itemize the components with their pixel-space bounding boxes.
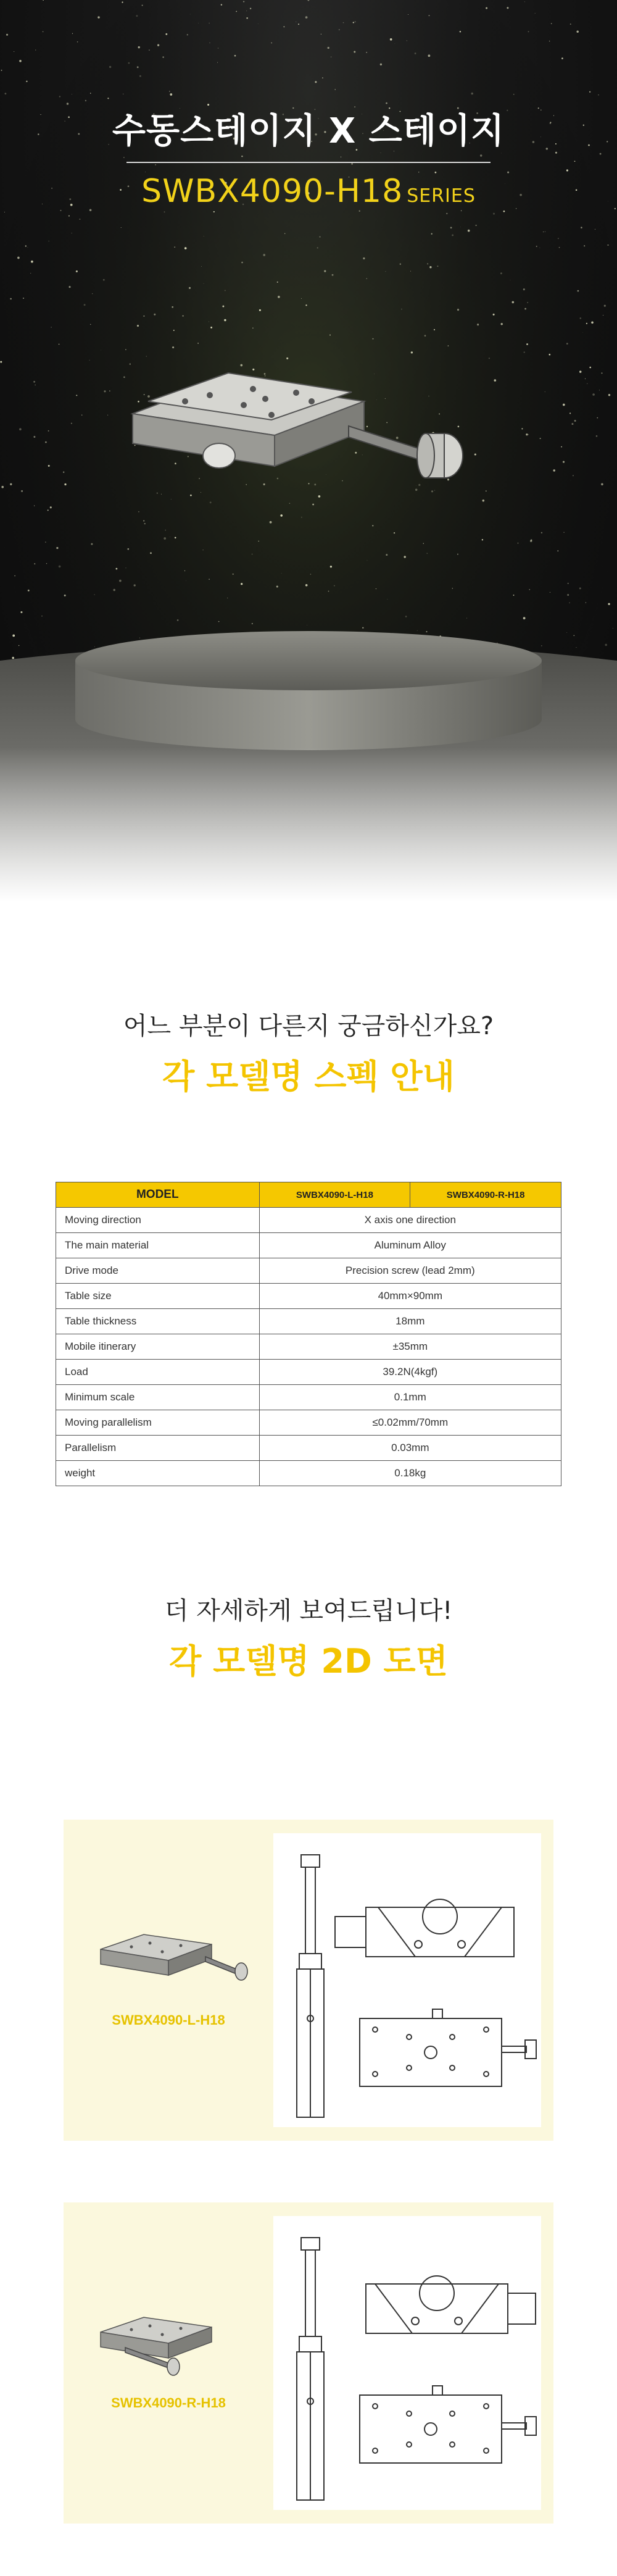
star (79, 219, 80, 220)
spec-row-value: X axis one direction (259, 1208, 561, 1233)
star (607, 245, 608, 246)
star (225, 290, 226, 291)
star (411, 351, 413, 353)
star (566, 169, 568, 171)
star (6, 34, 8, 36)
star (322, 77, 323, 78)
star (448, 345, 449, 346)
star (246, 17, 247, 19)
star (97, 16, 99, 18)
technical-drawing (273, 1833, 541, 2127)
star (353, 22, 354, 23)
star (187, 34, 188, 35)
star (30, 273, 31, 274)
star (486, 7, 487, 9)
star (90, 93, 91, 94)
spec-row-label: Mobile itinerary (56, 1334, 260, 1360)
star (25, 245, 27, 246)
star (366, 52, 367, 53)
spec-row-value: 18mm (259, 1309, 561, 1334)
spec-row-label: Minimum scale (56, 1385, 260, 1410)
star (591, 321, 594, 324)
star (278, 296, 280, 298)
star (582, 332, 583, 333)
star (48, 241, 49, 242)
star (107, 98, 109, 99)
star (59, 96, 60, 97)
spec-header-model-left: SWBX4090-L-H18 (259, 1182, 410, 1208)
star (551, 23, 552, 24)
star (136, 15, 138, 17)
star (570, 23, 571, 25)
star (162, 56, 164, 57)
star (10, 298, 12, 300)
star (400, 264, 401, 265)
product-thumbnail-right (88, 2314, 255, 2382)
star (329, 335, 331, 336)
star (305, 304, 307, 306)
star (138, 46, 140, 48)
spec-row-label: Parallelism (56, 1436, 260, 1461)
star (174, 246, 175, 248)
star (477, 324, 479, 325)
star (524, 308, 526, 310)
star (489, 358, 490, 359)
star (68, 215, 70, 217)
technical-drawing (273, 2216, 541, 2510)
spec-row-value: ±35mm (259, 1334, 561, 1360)
star (428, 54, 431, 57)
star (604, 305, 606, 307)
star (243, 1, 244, 2)
star (355, 21, 356, 22)
star (240, 364, 242, 367)
spec-row-value: Aluminum Alloy (259, 1233, 561, 1258)
star (43, 31, 44, 32)
star (125, 349, 126, 350)
product-stage-illustration (0, 370, 617, 901)
star (431, 233, 433, 235)
star (589, 91, 590, 93)
star (241, 156, 243, 157)
star (164, 211, 165, 212)
star (584, 245, 585, 246)
star (144, 316, 145, 317)
star (201, 266, 202, 267)
star (123, 157, 125, 158)
hero-series-label: SERIES (407, 185, 476, 207)
spec-header-model: MODEL (56, 1182, 260, 1208)
star (77, 41, 78, 43)
star (434, 329, 435, 330)
star (480, 154, 482, 156)
star (165, 33, 167, 35)
star (17, 257, 20, 259)
star (5, 93, 7, 94)
table-row (56, 1309, 561, 1334)
star (471, 93, 473, 95)
star (149, 49, 150, 51)
star (263, 254, 265, 256)
hero-banner (0, 0, 617, 901)
star (359, 211, 360, 212)
star (332, 274, 334, 276)
star (209, 43, 210, 44)
star (241, 262, 243, 264)
spec-header-model-right: SWBX4090-R-H18 (410, 1182, 561, 1208)
drawing-model-label: SWBX4090-L-H18 (112, 2012, 225, 2028)
star (581, 227, 582, 228)
star (72, 33, 73, 34)
table-row (56, 1284, 561, 1309)
star (578, 290, 579, 292)
star (559, 247, 560, 248)
star (286, 358, 288, 359)
star (427, 263, 428, 264)
star (184, 247, 187, 249)
table-row (56, 1334, 561, 1360)
star (89, 360, 90, 361)
table-row (56, 1208, 561, 1233)
star (558, 238, 559, 239)
hero-model-name (0, 173, 617, 210)
star (493, 314, 495, 316)
star (142, 5, 143, 6)
spec-row-value: 39.2N(4kgf) (259, 1360, 561, 1385)
spec-table-header (56, 1182, 561, 1208)
star (468, 230, 470, 232)
star (380, 64, 382, 65)
spec-row-value: 0.03mm (259, 1436, 561, 1461)
star (139, 75, 141, 77)
drawing-heading (0, 1591, 617, 1683)
table-row (56, 1385, 561, 1410)
star (580, 317, 582, 319)
star (109, 66, 111, 68)
star (536, 246, 537, 247)
star (68, 286, 70, 288)
star (84, 304, 86, 306)
star (23, 298, 24, 299)
star (298, 23, 299, 25)
product-thumbnail-left (88, 1931, 255, 1999)
star (450, 227, 452, 228)
star (190, 14, 191, 15)
star (35, 49, 36, 51)
spec-table (56, 1182, 561, 1486)
drawing-heading-subtitle: 더 자세하게 보여드립니다! (164, 1597, 453, 1625)
star (574, 161, 576, 162)
table-row (56, 1360, 561, 1385)
star (31, 261, 33, 263)
star (437, 266, 438, 267)
star (284, 233, 285, 234)
star (566, 343, 568, 345)
star (475, 225, 476, 226)
star (401, 309, 402, 310)
hero-divider (126, 162, 491, 163)
table-row (56, 1461, 561, 1486)
star (252, 327, 254, 328)
star (128, 62, 130, 64)
star (154, 314, 155, 316)
star (500, 272, 502, 274)
star (328, 47, 329, 49)
star (524, 1, 525, 2)
spec-row-label: Moving direction (56, 1208, 260, 1233)
star (600, 153, 602, 155)
star (373, 338, 374, 340)
drawing-card-left-model (64, 1820, 553, 2141)
x-stage-product-image (133, 373, 463, 478)
spec-heading-title: 각 모델명 스펙 안내 (162, 1057, 455, 1096)
star (513, 94, 515, 95)
star (429, 266, 431, 268)
table-row (56, 1410, 561, 1436)
star (222, 306, 224, 307)
star (317, 247, 318, 248)
spec-row-label: Table size (56, 1284, 260, 1309)
star (385, 271, 386, 272)
star (234, 55, 236, 57)
star (172, 306, 173, 308)
star (339, 29, 340, 30)
table-row (56, 1258, 561, 1284)
star (122, 2, 123, 3)
star (524, 351, 525, 353)
star (335, 89, 336, 90)
star (210, 327, 212, 328)
star (429, 15, 430, 16)
star (92, 293, 93, 294)
star (503, 211, 505, 212)
star (217, 62, 218, 63)
drawing-card-right-model (64, 2202, 553, 2524)
star (224, 319, 226, 321)
star (511, 301, 514, 304)
technical-drawing-panel (273, 1833, 541, 2127)
star (258, 23, 259, 24)
star (461, 211, 462, 212)
star (366, 278, 367, 279)
spec-row-value: 0.1mm (259, 1385, 561, 1410)
star (172, 346, 174, 348)
star (146, 356, 147, 357)
star (103, 279, 105, 281)
drawing-heading-title: 각 모델명 2D 도면 (169, 1642, 448, 1681)
spec-row-value: Precision screw (lead 2mm) (259, 1258, 561, 1284)
star (155, 164, 156, 165)
star (19, 60, 22, 62)
star (415, 52, 416, 54)
star (460, 31, 461, 32)
spec-row-label: weight (56, 1461, 260, 1486)
star (27, 247, 28, 248)
star (183, 316, 184, 317)
star (527, 302, 528, 303)
star (305, 16, 308, 19)
star (457, 309, 459, 311)
star (549, 354, 551, 356)
star (343, 22, 344, 23)
star (121, 227, 122, 228)
star (507, 7, 508, 9)
star (452, 235, 453, 236)
spec-heading-subtitle: 어느 부분이 다른지 궁금하신가요? (123, 1012, 494, 1040)
star (0, 361, 2, 363)
star (363, 257, 365, 259)
star (170, 93, 172, 96)
star (319, 236, 320, 238)
star (424, 335, 426, 337)
star (561, 57, 563, 59)
star (26, 81, 27, 82)
star (173, 330, 175, 331)
star (545, 231, 546, 232)
spec-row-label: Load (56, 1360, 260, 1385)
technical-drawing-panel (273, 2216, 541, 2510)
spec-row-value: 40mm×90mm (259, 1284, 561, 1309)
spec-row-label: The main material (56, 1233, 260, 1258)
star (221, 4, 222, 6)
drawing-model-label: SWBX4090-R-H18 (111, 2395, 226, 2411)
table-row (56, 1436, 561, 1461)
star (157, 44, 159, 46)
star (586, 323, 587, 324)
star (259, 309, 261, 311)
star (315, 81, 317, 83)
star (324, 270, 326, 272)
star (354, 51, 355, 53)
spec-row-label: Moving parallelism (56, 1410, 260, 1436)
star (236, 11, 237, 12)
spec-heading (0, 1006, 617, 1098)
star (535, 13, 536, 14)
star (76, 270, 78, 272)
star (213, 211, 215, 212)
star (528, 31, 529, 32)
star (410, 271, 411, 272)
table-row (56, 1233, 561, 1258)
star (283, 26, 284, 27)
star (137, 325, 139, 327)
spec-row-label: Table thickness (56, 1309, 260, 1334)
star (90, 324, 91, 325)
star (526, 343, 528, 345)
star (130, 363, 131, 364)
star (493, 213, 495, 215)
star (250, 8, 251, 9)
hero-title: 수동스테이지 X 스테이지 (112, 111, 505, 151)
star (523, 288, 525, 290)
star (390, 38, 392, 41)
star (351, 163, 352, 164)
star (137, 66, 139, 68)
star (277, 282, 278, 283)
spec-row-value: ≤0.02mm/70mm (259, 1410, 561, 1436)
hero-model-code: SWBX4090-H18 (141, 173, 404, 210)
star (60, 210, 61, 211)
star (85, 100, 86, 101)
star (246, 10, 247, 11)
spec-row-value: 0.18kg (259, 1461, 561, 1486)
star (576, 30, 578, 32)
star (501, 323, 503, 325)
star (1, 70, 2, 71)
star (589, 367, 591, 369)
star (301, 298, 302, 299)
spec-row-label: Drive mode (56, 1258, 260, 1284)
star (197, 343, 199, 344)
star (446, 213, 447, 214)
star (189, 287, 191, 289)
